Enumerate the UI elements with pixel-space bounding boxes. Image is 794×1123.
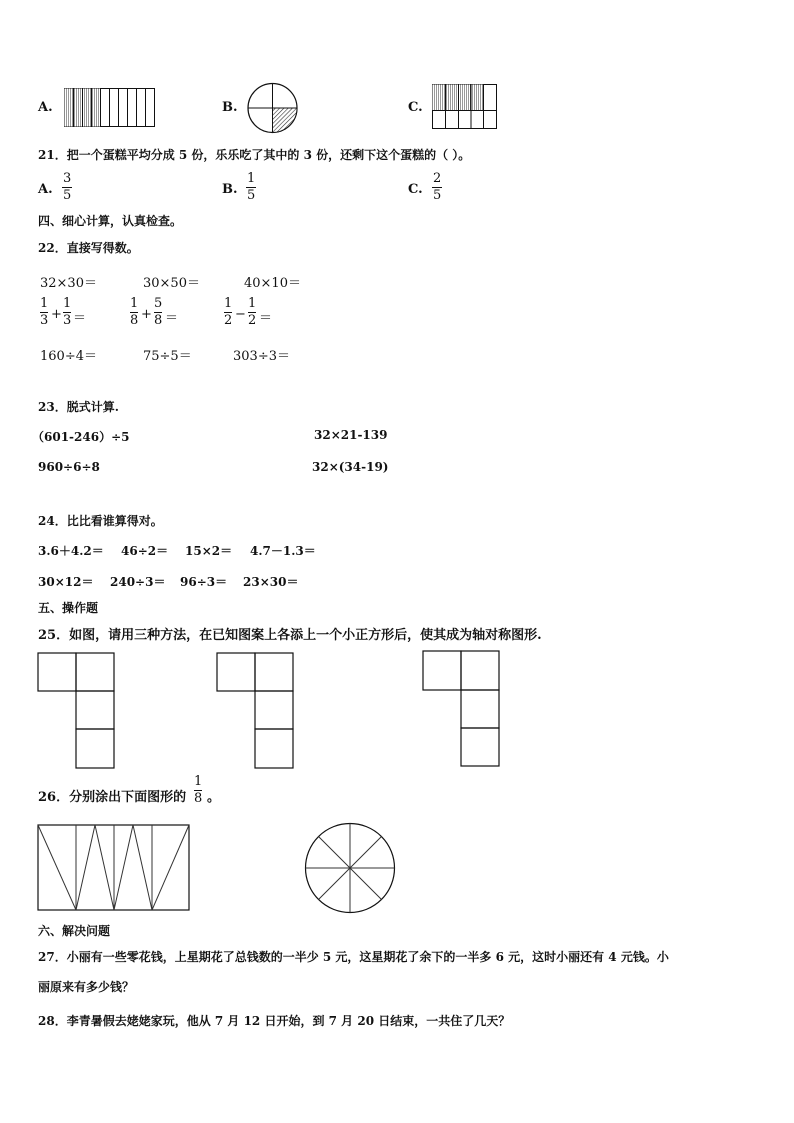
q21-option-c-label: C. <box>408 182 423 197</box>
q20-option-a-label: A. <box>38 100 53 115</box>
section-4-heading: 四、细心计算，认真检查。 <box>38 214 183 228</box>
q20-option-b-label: B. <box>222 100 238 115</box>
q20-figure-a <box>64 88 156 128</box>
q21-option-b-fraction: 1 5 <box>247 171 256 203</box>
q21-option-a-label: A. <box>38 182 53 197</box>
q22-row3-item: 75÷5＝ <box>143 349 192 364</box>
section-6-heading: 六、解决问题 <box>38 924 111 938</box>
q24-row1-item: 46÷2＝ <box>121 544 169 558</box>
q25-shape-2[interactable] <box>216 652 296 770</box>
q20-option-c-label: C. <box>408 100 423 115</box>
q24-row2-item: 30×12＝ <box>38 575 94 589</box>
q24-row1-item: 4.7－1.3＝ <box>250 544 316 558</box>
q27-line1: 27．小丽有一些零花钱，上星期花了总钱数的一半少 5 元，这星期花了余下的一半多 6 元，这时小丽还有 4 元钱。小 <box>38 950 669 964</box>
q24-row1-item: 15×2＝ <box>185 544 233 558</box>
q26-end: 。 <box>207 790 221 805</box>
q21-option-b-label: B. <box>222 182 238 197</box>
section-5-heading: 五、操作题 <box>38 601 99 615</box>
q22-row3-item: 303÷3＝ <box>233 349 290 364</box>
q20-figure-b <box>246 82 300 134</box>
q24-row2-item: 96÷3＝ <box>180 575 228 589</box>
q24-row1-item: 3.6＋4.2＝ <box>38 544 104 558</box>
q23-item: 32×21-139 <box>314 428 388 442</box>
q26-title: 26．分别涂出下面图形的 <box>38 790 187 805</box>
q22-row3-item: 160÷4＝ <box>40 349 97 364</box>
q27-line2: 丽原来有多少钱？ <box>38 980 135 994</box>
q25-shape-3[interactable] <box>422 650 502 768</box>
q22-row1-item: 40×10＝ <box>244 276 301 291</box>
q24-row2-item: 240÷3＝ <box>110 575 166 589</box>
q23-title: 23．脱式计算. <box>38 400 119 414</box>
q24-title: 24．比比看谁算得对。 <box>38 514 163 528</box>
q21-option-c-fraction: 2 5 <box>433 171 442 203</box>
q21-question: 21．把一个蛋糕平均分成 5 份，乐乐吃了其中的 3 份，还剩下这个蛋糕的（ ）。 <box>38 148 471 162</box>
q23-item: 960÷6÷8 <box>38 460 100 474</box>
q28-question: 28．李青暑假去姥姥家玩，他从 7 月 12 日开始，到 7 月 20 日结束，一共住了几天？ <box>38 1014 511 1028</box>
q21-option-a-fraction: 3 5 <box>63 171 72 203</box>
q25-title: 25．如图，请用三种方法，在已知图案上各添上一个小正方形后，使其成为轴对称图形. <box>38 628 542 643</box>
q23-item: （601-246）÷5 <box>32 430 130 444</box>
q22-row1-item: 32×30＝ <box>40 276 97 291</box>
q26-fraction: 1 8 <box>194 774 203 806</box>
q24-row2-item: 23×30＝ <box>243 575 299 589</box>
q20-figure-c <box>432 84 498 130</box>
q22-title: 22．直接写得数。 <box>38 241 139 255</box>
q25-shape-1[interactable] <box>37 652 117 770</box>
q22-row1-item: 30×50＝ <box>143 276 200 291</box>
q23-item: 32×(34-19) <box>312 460 389 474</box>
q26-circle-figure[interactable] <box>302 822 398 914</box>
q26-rectangle-figure[interactable] <box>37 824 191 912</box>
